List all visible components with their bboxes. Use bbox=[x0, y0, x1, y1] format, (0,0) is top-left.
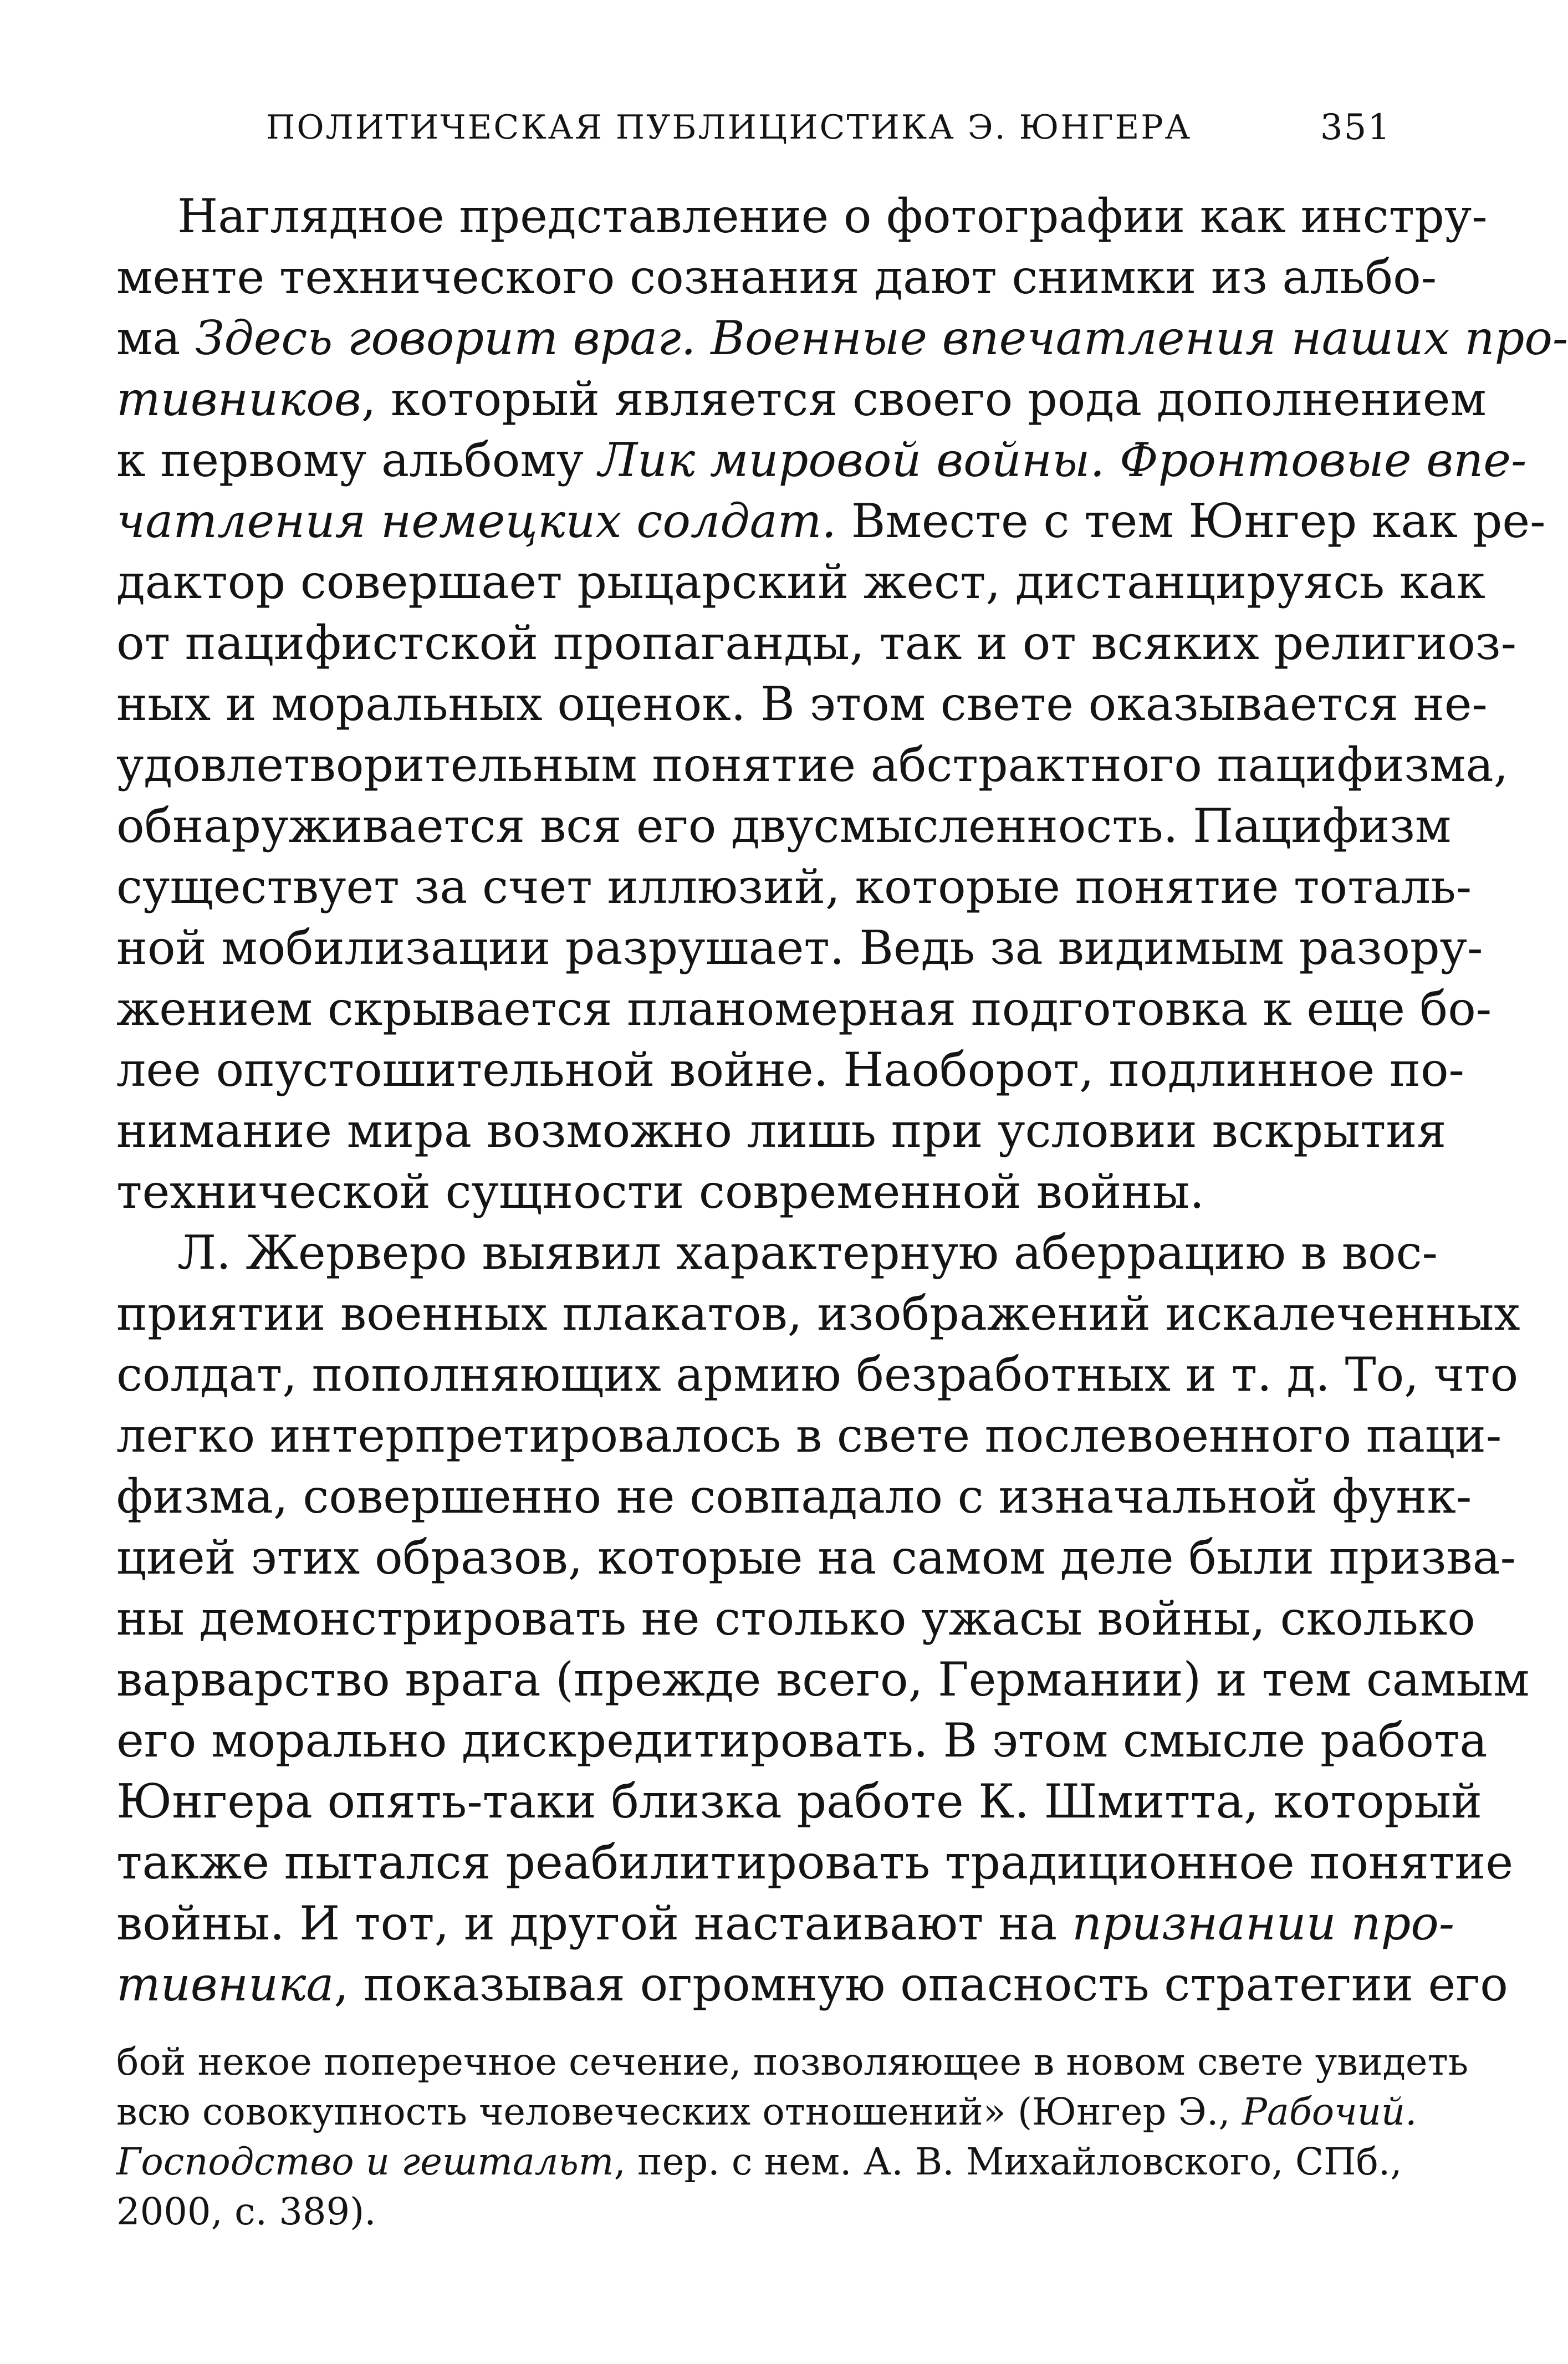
italic-title-text: тивника bbox=[116, 1957, 334, 2011]
italic-title-text: чатления немецких солдат. bbox=[116, 494, 837, 548]
text-run: от пацифистской пропаганды, так и от всяких религиоз- bbox=[116, 616, 1516, 670]
page-number: 351 bbox=[1320, 107, 1391, 148]
italic-title-text: Господство и гештальт bbox=[116, 2140, 614, 2183]
text-line bbox=[116, 1161, 1363, 1222]
text-run: ма bbox=[116, 311, 196, 365]
text-line bbox=[116, 552, 1485, 612]
text-run: приятии военных плакатов, изображений искалеченных bbox=[116, 1286, 1520, 1341]
running-head bbox=[116, 103, 1391, 152]
italic-title-text: Рабочий. bbox=[1242, 2090, 1417, 2133]
footnote bbox=[116, 2037, 1469, 2237]
main-text bbox=[116, 186, 1568, 2015]
paragraph bbox=[116, 1222, 1530, 2015]
text-run: нимание мира возможно лишь при условии вскрытия bbox=[116, 1104, 1447, 1158]
paragraph bbox=[116, 186, 1568, 1222]
text-run: лее опустошительной войне. Наоборот, подлинное по- bbox=[116, 1043, 1464, 1097]
text-line bbox=[116, 1283, 1520, 1344]
text-run: его морально дискредитировать. В этом смысле работа bbox=[116, 1713, 1488, 1768]
footnote-line bbox=[116, 2037, 1469, 2087]
text-line bbox=[116, 1832, 1514, 1893]
text-line bbox=[116, 1710, 1488, 1771]
text-run: легко интерпретировалось в свете послевоенного паци- bbox=[116, 1408, 1502, 1463]
text-run: солдат, пополняющих армию безработных и т. д. То, что bbox=[116, 1347, 1519, 1402]
text-line bbox=[116, 1954, 1508, 2015]
text-run: технической сущности современной войны. bbox=[116, 1165, 1204, 1219]
text-line bbox=[116, 1588, 1475, 1649]
text-run: бой некое поперечное сечение, позволяющее в новом свете увидеть bbox=[116, 2040, 1469, 2084]
text-run: Л. Жерверо выявил характерную аберрацию в вос- bbox=[177, 1226, 1438, 1280]
italic-title-text: признании про- bbox=[1071, 1896, 1455, 1951]
text-line bbox=[116, 673, 1488, 734]
text-run: , который является своего рода дополнением bbox=[361, 372, 1487, 426]
text-run: всю совокупность человеческих отношений» (Юнгер Э., bbox=[116, 2090, 1242, 2133]
footnote-line bbox=[116, 2187, 1363, 2237]
italic-title-text: тивников bbox=[116, 372, 361, 426]
text-line bbox=[116, 978, 1492, 1039]
text-run: , пер. с нем. А. В. Михайловского, СПб., bbox=[614, 2140, 1402, 2183]
text-run: существует за счет иллюзий, которые понятие тоталь- bbox=[116, 860, 1472, 914]
text-run: также пытался реабилитировать традиционное понятие bbox=[116, 1835, 1514, 1890]
text-run: ной мобилизации разрушает. Ведь за видимым разору- bbox=[116, 921, 1483, 975]
text-line bbox=[116, 1344, 1519, 1405]
text-line bbox=[116, 612, 1516, 673]
text-line bbox=[116, 1527, 1516, 1588]
text-line bbox=[116, 1100, 1447, 1161]
text-line bbox=[116, 1466, 1472, 1527]
text-run: 2000, с. 389). bbox=[116, 2190, 376, 2233]
text-line bbox=[116, 856, 1472, 917]
text-run: Юнгера опять-таки близка работе К. Шмитта, который bbox=[116, 1774, 1483, 1829]
text-line bbox=[116, 369, 1487, 430]
text-run: удовлетворительным понятие абстрактного пацифизма, bbox=[116, 738, 1509, 792]
text-line bbox=[116, 247, 1437, 308]
footnote-line bbox=[116, 2137, 1402, 2187]
text-line bbox=[116, 734, 1509, 795]
text-line bbox=[116, 1222, 1438, 1283]
text-run: , показывая огромную опасность стратегии его bbox=[334, 1957, 1508, 2011]
text-run: жением скрывается планомерная подготовка к еще бо- bbox=[116, 982, 1492, 1036]
text-line bbox=[116, 1039, 1464, 1100]
text-run: цией этих образов, которые на самом деле были призва- bbox=[116, 1530, 1516, 1585]
footnote-line bbox=[116, 2087, 1417, 2137]
text-line bbox=[116, 430, 1527, 491]
text-run: войны. И тот, и другой настаивают на bbox=[116, 1896, 1072, 1951]
text-line bbox=[116, 795, 1452, 856]
text-run: варварство врага (прежде всего, Германии) и тем самым bbox=[116, 1652, 1530, 1707]
text-line bbox=[116, 491, 1546, 552]
text-run: Наглядное представление о фотографии как инстру- bbox=[177, 189, 1488, 243]
text-line bbox=[116, 1771, 1483, 1832]
text-run: физма, совершенно не совпадало с изначальной функ- bbox=[116, 1469, 1472, 1524]
running-title: ПОЛИТИЧЕСКАЯ ПУБЛИЦИСТИКА Э. ЮНГЕРА bbox=[266, 108, 1192, 147]
italic-title-text: Лик мировой войны. Фронтовые впе- bbox=[598, 433, 1527, 487]
text-line bbox=[116, 1405, 1502, 1466]
text-run: менте технического сознания дают снимки из альбо- bbox=[116, 250, 1437, 304]
text-run: к первому альбому bbox=[116, 433, 599, 487]
text-line bbox=[116, 186, 1488, 247]
text-run: ных и моральных оценок. В этом свете оказывается не- bbox=[116, 677, 1488, 731]
text-line bbox=[116, 308, 1568, 369]
text-run: Вместе с тем Юнгер как ре- bbox=[836, 494, 1546, 548]
text-run: ны демонстрировать не столько ужасы войны, сколько bbox=[116, 1591, 1475, 1646]
text-line bbox=[116, 1893, 1455, 1954]
text-run: дактор совершает рыцарский жест, дистанцируясь как bbox=[116, 555, 1485, 609]
text-line bbox=[116, 917, 1483, 978]
italic-title-text: Здесь говорит враг. Военные впечатления наших про- bbox=[195, 311, 1568, 365]
text-line bbox=[116, 1649, 1530, 1710]
text-run: обнаруживается вся его двусмысленность. Пацифизм bbox=[116, 799, 1452, 853]
